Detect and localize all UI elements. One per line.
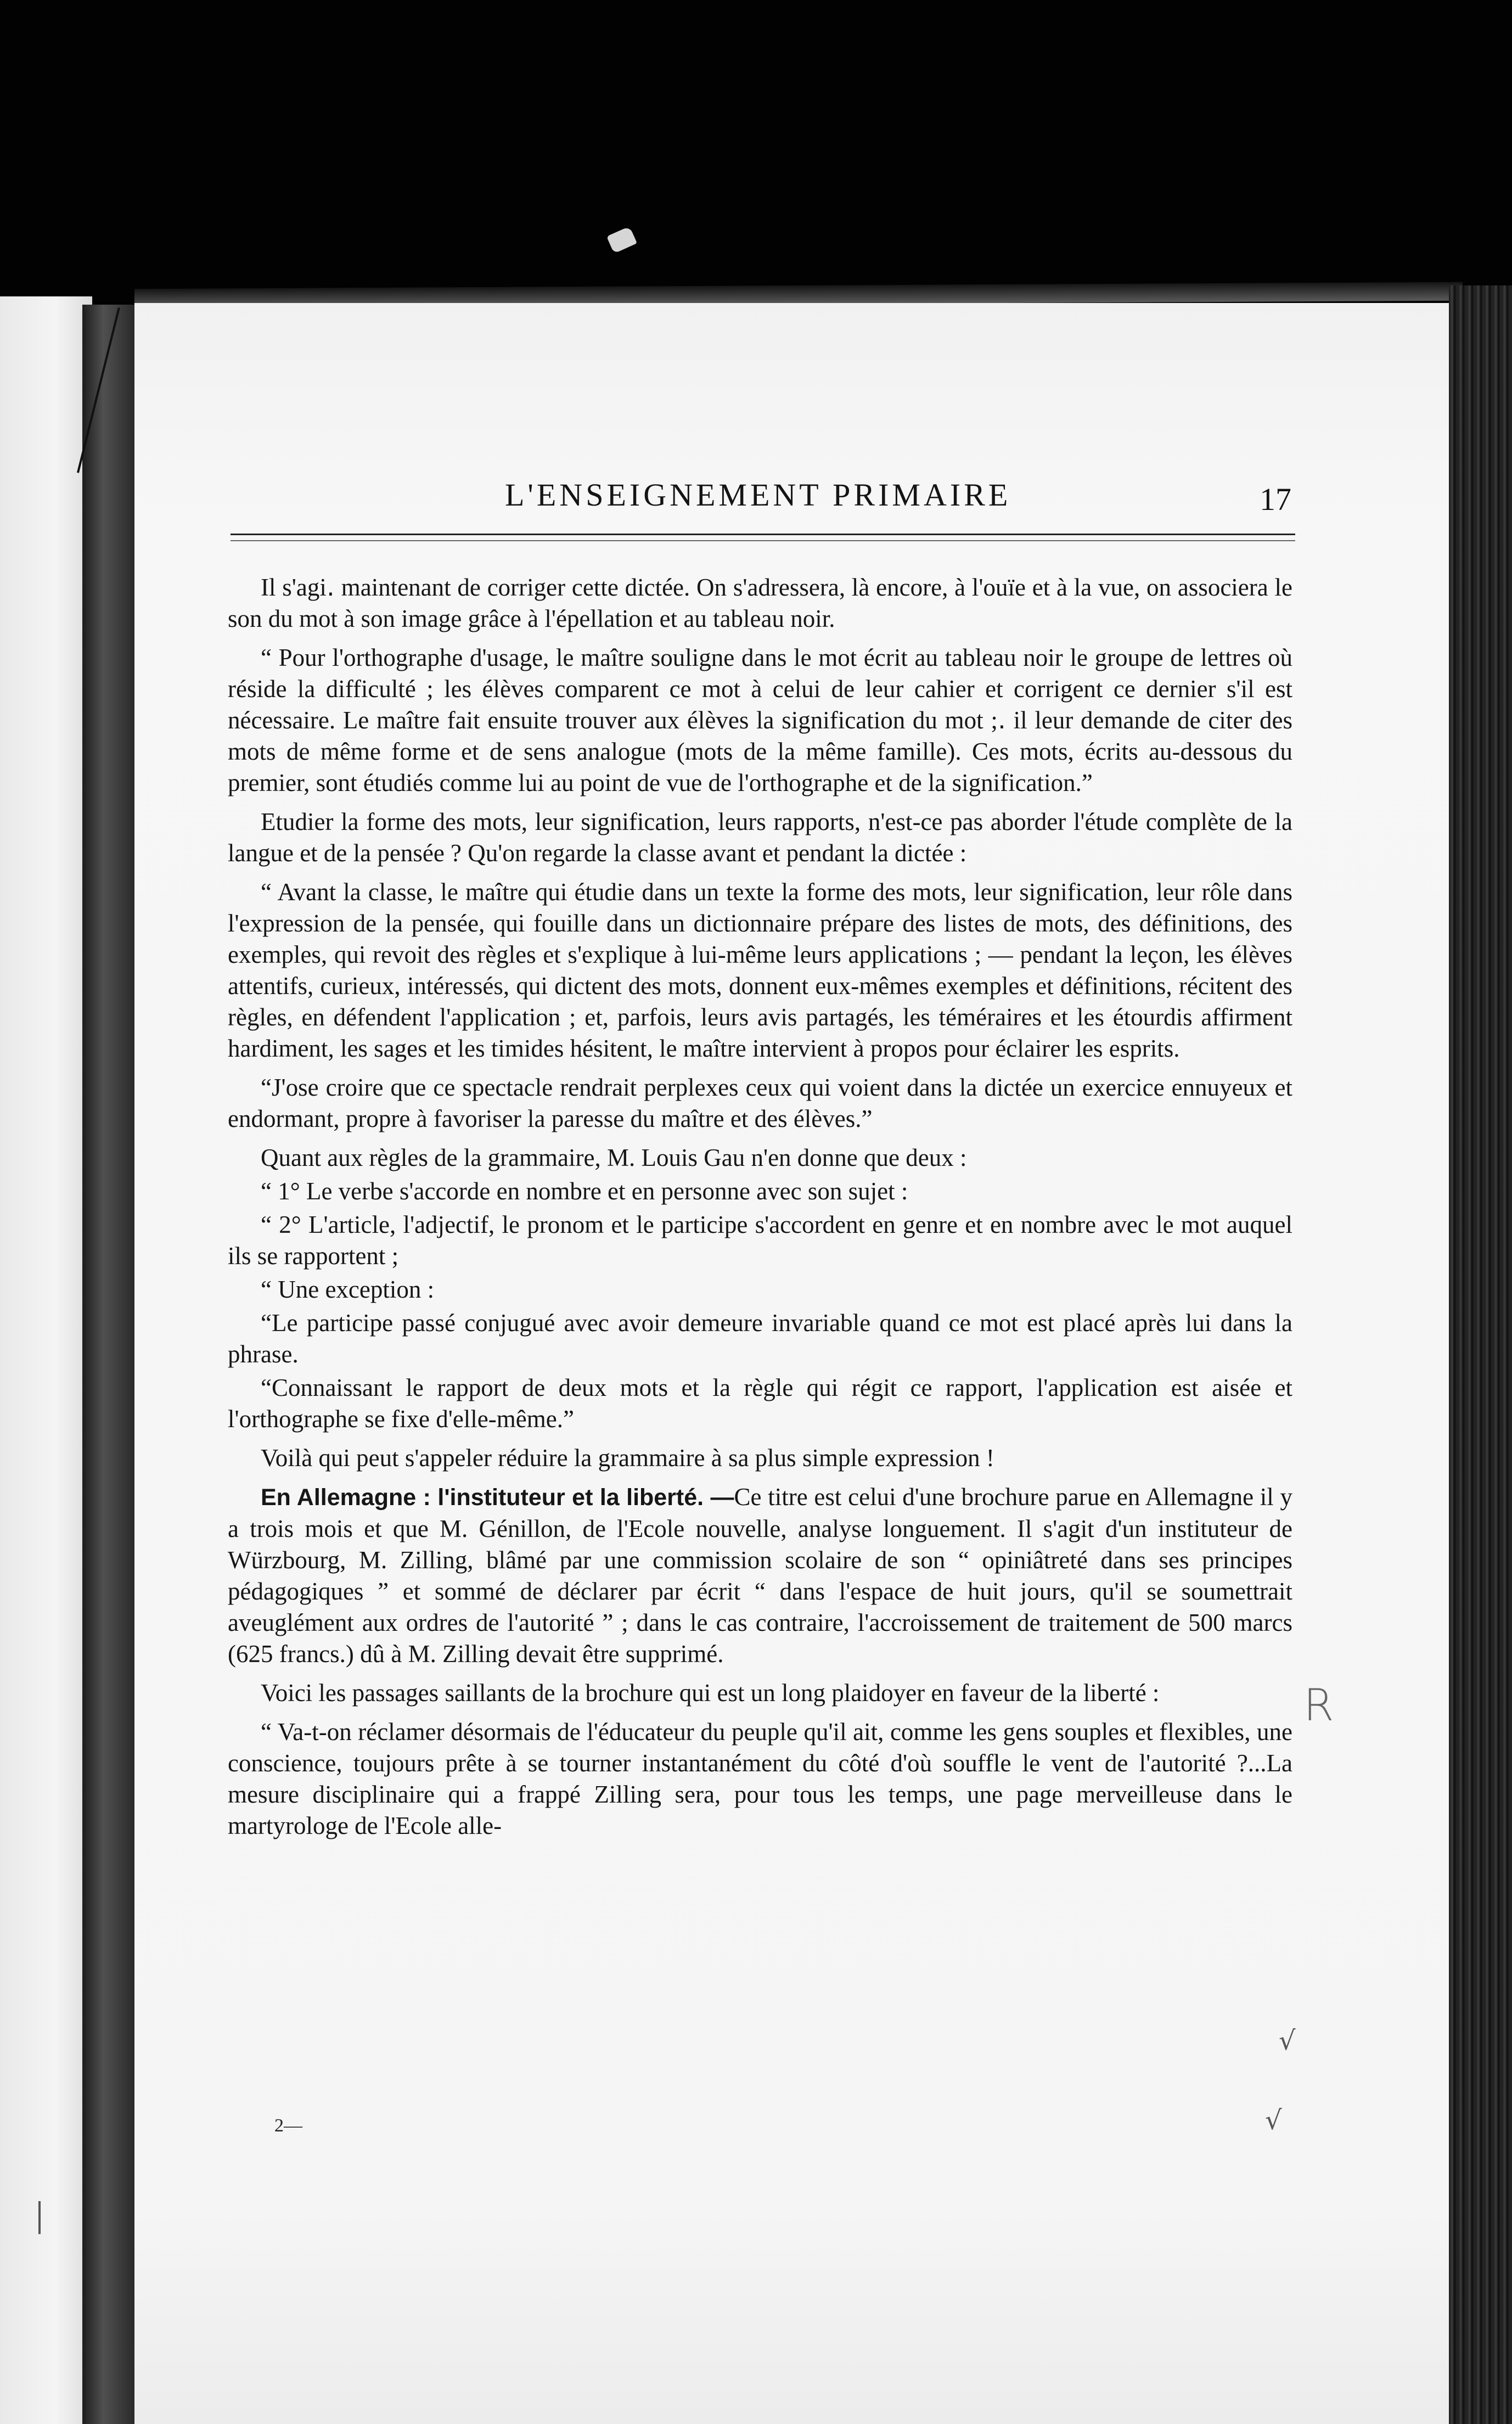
dust-speck: [606, 226, 637, 254]
paragraph: “Connaissant le rapport de deux mots et la règle qui régit ce rapport, l'application est aisée et l'orthographe se fixe d'elle-même.”: [228, 1374, 1292, 1433]
body-text: [228, 572, 1292, 1849]
paragraph: “ Avant la classe, le maître qui étudie dans un texte la forme des mots, leur signification, leur rôle dans l'expression de la pensée, qui fouille dans un dictionnaire prépare des listes de mots, des définitions, des exemples, qui revoit des règles et s'explique à lui-même leurs applications ; — pendant la leçon, les élèves attentifs, curieux, intéressés, qui dictent des mots, donnent eux-mêmes exemples et définitions, récitent des règles, en défendent l'application ; et, parfois, leurs avis partagés, les téméraires et les étourdis affirment hardiment, les sages et les timides hésitent, le maître intervient à propos pour éclairer les esprits.: [228, 878, 1292, 1062]
book-gutter: [82, 305, 134, 2424]
paragraph: “Le participe passé conjugué avec avoir demeure invariable quand ce mot est placé après lui dans la phrase.: [228, 1309, 1292, 1368]
paragraph: Il s'agi․ maintenant de corriger cette dictée. On s'adressera, là encore, à l'ouïe et à la vue, on associera le son du mot à son image grâce à l'épellation et au tableau noir.: [228, 574, 1292, 632]
paragraph: Quant aux règles de la grammaire, M. Louis Gau n'en donne que deux :: [261, 1144, 967, 1171]
margin-annotation-r: R: [1303, 1680, 1334, 1731]
signature-mark: 2—: [274, 2116, 302, 2136]
paragraph: “ 2° L'article, l'adjectif, le pronom et le participe s'accordent en genre et en nombre avec le mot auquel ils se rapportent ;: [228, 1211, 1292, 1270]
margin-tick: [38, 2201, 41, 2234]
section-paragraph: [228, 1482, 1292, 1670]
running-title: L'ENSEIGNEMENT PRIMAIRE: [505, 477, 1011, 513]
stacked-pages-edge: [1449, 285, 1512, 2424]
section-lead: En Allemagne : l'instituteur et la liberté. —: [261, 1484, 734, 1511]
paragraph: “ Une exception :: [261, 1276, 435, 1303]
header-rule-secondary: [231, 540, 1295, 541]
paragraph: “J'ose croire que ce spectacle rendrait perplexes ceux qui voient dans la dictée un exercice ennuyeux et endormant, propre à favoriser la paresse du maître et des élèves.”: [228, 1074, 1292, 1132]
paragraph: “ 1° Le verbe s'accorde en nombre et en personne avec son sujet :: [261, 1177, 908, 1205]
paragraph: Voici les passages saillants de la brochure qui est un long plaidoyer en faveur de la liberté :: [261, 1679, 1160, 1707]
paragraph: “ Pour l'orthographe d'usage, le maître souligne dans le mot écrit au tableau noir le groupe de lettres où réside la difficulté ; les élèves comparent ce mot à celui de leur cahier et corrigent ce dernier s'il est nécessaire. Le maître fait ensuite trouver aux élèves la signification du mot ;․ il leur demande de citer des mots de même forme et de sens analogue (mots de la même famille). Ces mots, écrits au-dessous du premier, sont étudiés comme lui au point de vue de l'orthographe et de la signification.”: [228, 644, 1292, 796]
margin-check-icon: √: [1279, 2025, 1296, 2056]
page-number: 17: [1260, 481, 1291, 517]
previous-page-edge: [0, 296, 92, 2424]
section-body: Ce titre est celui d'une brochure parue en Allemagne il y a trois mois et que M. Génillon, de l'Ecole nouvelle, analyse longuement. Il s'agit d'un instituteur de Würzbourg, M. Zilling, blâmé par une commission scolaire de son “ opiniâtreté dans ses principes pédagogiques ” et sommé de déclarer par écrit “ dans l'espace de huit jours, qu'il se soumettrait aveuglément aux ordres de l'autorité ” ; dans le cas contraire, l'accroissement de traitement de 500 marcs (625 francs.) dû à M. Zilling devait être supprimé.: [228, 1483, 1292, 1668]
page-header: [231, 473, 1405, 528]
paragraph: Etudier la forme des mots, leur signification, leurs rapports, n'est-ce pas aborder l'étude complète de la langue et de la pensée ? Qu'on regarde la classe avant et pendant la dictée :: [228, 808, 1292, 867]
margin-check-icon: √: [1265, 2105, 1282, 2136]
paragraph: “ Va-t-on réclamer désormais de l'éducateur du peuple qu'il ait, comme les gens souples et flexibles, une conscience, toujours prête à se tourner instantanément du côté d'où souffle le vent de l'autorité ?...La mesure disciplinaire qui a frappé Zilling sera, pour tous les temps, une page merveilleuse dans le martyrologe de l'Ecole alle-: [228, 1718, 1292, 1839]
header-rule: [231, 534, 1295, 535]
paragraph: Voilà qui peut s'appeler réduire la grammaire à sa plus simple expression !: [261, 1444, 994, 1472]
